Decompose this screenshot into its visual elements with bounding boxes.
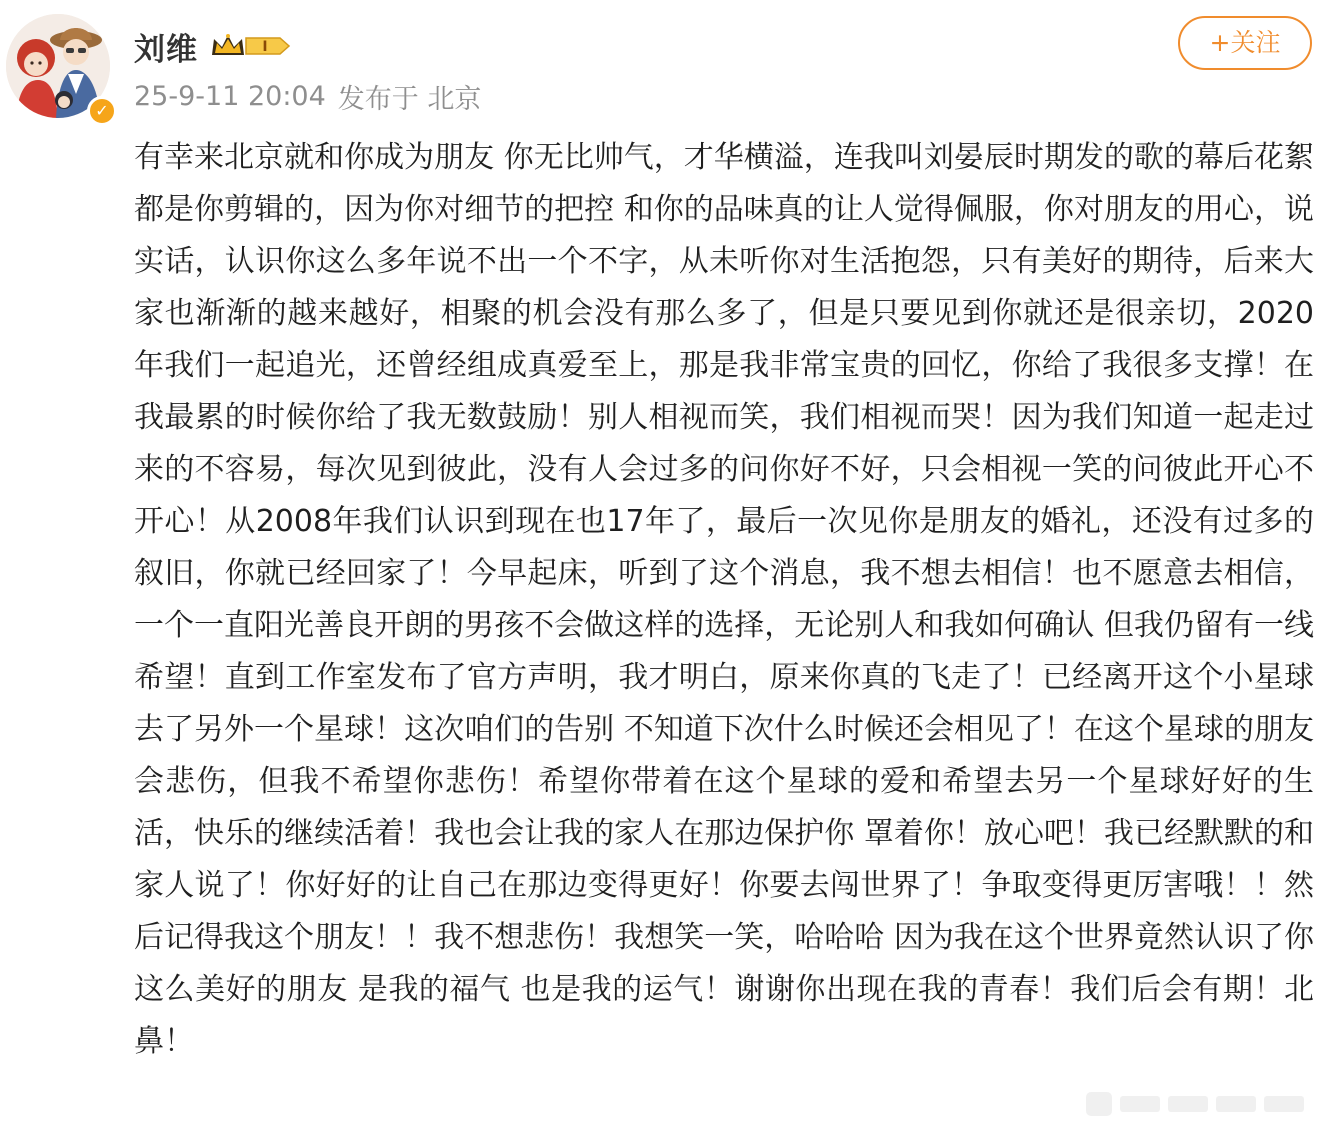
vip-level-text: I [262, 39, 268, 55]
username[interactable]: 刘维 [134, 31, 198, 68]
post-text: 有幸来北京就和你成为朋友 你无比帅气，才华横溢，连我叫刘晏辰时期发的歌的幕后花絮都是你剪辑的，因为你对细节的把控 和你的品味真的让人觉得佩服，你对朋友的用心，说实话，认识你这么多年说不出一个不字，从未听你对生活抱怨，只有美好的期待，后来大家也渐渐的越来越好，相聚的机会没有那么多了，但是只要见到你就还是很亲切，2020年我们一起追光，还曾经组成真爱至上，那是我非常宝贵的回忆，你给了我很多支撑！在我最累的时候你给了我无数鼓励！别人相视而笑，我们相视而哭！因为我们知道一起走过来的不容易，每次见到彼此，没有人会过多的问你好不好，只会相视一笑的问彼此开心不开心！从2008年我们认识到现在也17年了，最后一次见你是朋友的婚礼，还没有过多的叙旧，你就已经回家了！今早起床，听到了这个消息，我不想去相信！也不愿意去相信，一个一直阳光善良开朗的男孩不会做这样的选择，无论别人和我如何确认 但我仍留有一线希望！直到工作室发布了官方声明，我才明白，原来你真的飞走了！已经离开这个小星球 去了另外一个星球！这次咱们的告别 不知道下次什么时候还会相见了！在这个星球的朋友会悲伤，但我不希望你悲伤！希望你带着在这个星球的爱和希望去另一个星球好好的生活，快乐的继续活着！我也会让我的家人在那边保护你 罩着你！放心吧！我已经默默的和家人说了！你好好的让自己在那边变得更好！你要去闯世界了！争取变得更厉害哦！！然后记得我这个朋友！！我不想悲伤！我想笑一笑，哈哈哈 因为我在这个世界竟然认识了你这么美好的朋友 是我的福气 也是我的运气！谢谢你出现在我的青春！我们后会有期！北鼻！ [134, 140, 1314, 1059]
post-time[interactable]: 25-9-11 20:04 [134, 80, 326, 112]
user-line [134, 24, 292, 68]
follow-button[interactable]: +关注 [1178, 16, 1312, 70]
post-location: 发布于 北京 [337, 83, 482, 115]
vip-crown-badge-icon[interactable] [210, 31, 292, 61]
watermark-logo-icon [1084, 1086, 1308, 1122]
verified-badge-icon: ✓ [87, 96, 117, 126]
crown-icon [210, 31, 292, 61]
avatar-container[interactable] [6, 14, 118, 126]
post-meta [134, 78, 481, 114]
